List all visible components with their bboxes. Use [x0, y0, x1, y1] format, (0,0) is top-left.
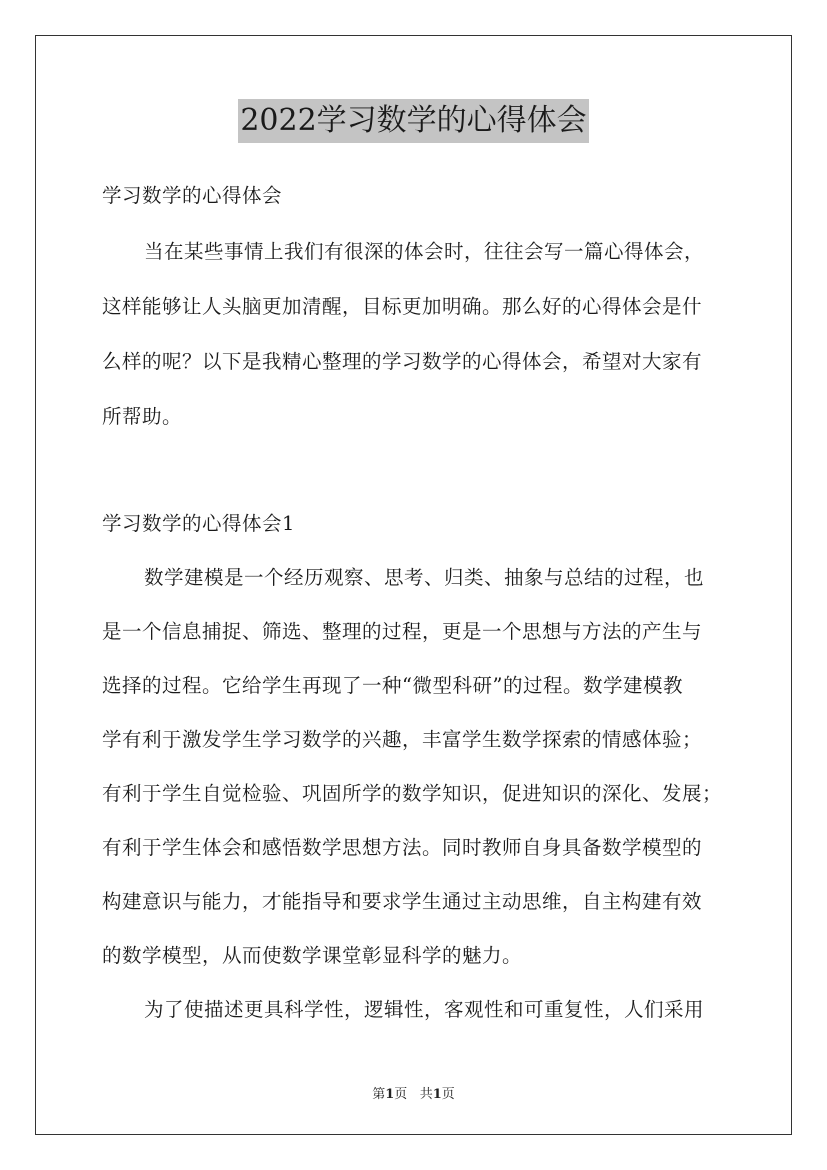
section1-line-1: 数学建模是一个经历观察、思考、归类、抽象与总结的过程，也 [144, 566, 705, 589]
section1-line-6: 有利于学生体会和感悟数学思想方法。同时教师自身具备数学模型的 [102, 836, 703, 859]
footer-page-number: 1 [385, 1087, 395, 1102]
intro-line-2: 这样能够让人头脑更加清醒，目标更加明确。那么好的心得体会是什 [102, 295, 703, 318]
section1-line-8: 的数学模型，从而使数学课堂彰显科学的魅力。 [102, 944, 523, 967]
section1-line-7: 构建意识与能力，才能指导和要求学生通过主动思维，自主构建有效 [102, 890, 703, 913]
footer-total-suffix: 页 [441, 1087, 455, 1102]
section1-line-3: 选择的过程。它给学生再现了一种“微型科研”的过程。数学建模教 [102, 674, 683, 697]
section1-line-5: 有利于学生自觉检验、巩固所学的数学知识，促进知识的深化、发展； [102, 782, 723, 805]
footer-total-prefix: 共 [419, 1087, 433, 1102]
section1-line-4: 学有利于激发学生学习数学的兴趣，丰富学生数学探索的情感体验； [102, 728, 703, 751]
page-footer [0, 1083, 827, 1102]
section1-line-2: 是一个信息捕捉、筛选、整理的过程，更是一个思想与方法的产生与 [102, 620, 703, 643]
section1-heading: 学习数学的心得体会1 [102, 512, 295, 535]
document-title-container [0, 99, 827, 143]
footer-page-suffix: 页 [394, 1087, 408, 1102]
intro-line-3: 么样的呢？以下是我精心整理的学习数学的心得体会，希望对大家有 [102, 350, 703, 373]
footer-total-number: 1 [432, 1087, 442, 1102]
intro-heading: 学习数学的心得体会 [102, 184, 283, 207]
document-title: 2022学习数学的心得体会 [238, 99, 588, 143]
section1-paragraph2-line-1: 为了使描述更具科学性，逻辑性，客观性和可重复性，人们采用 [144, 998, 705, 1021]
intro-line-1: 当在某些事情上我们有很深的体会时，往往会写一篇心得体会， [144, 240, 705, 263]
footer-page-prefix: 第 [372, 1087, 386, 1102]
intro-line-4: 所帮助。 [102, 405, 183, 428]
